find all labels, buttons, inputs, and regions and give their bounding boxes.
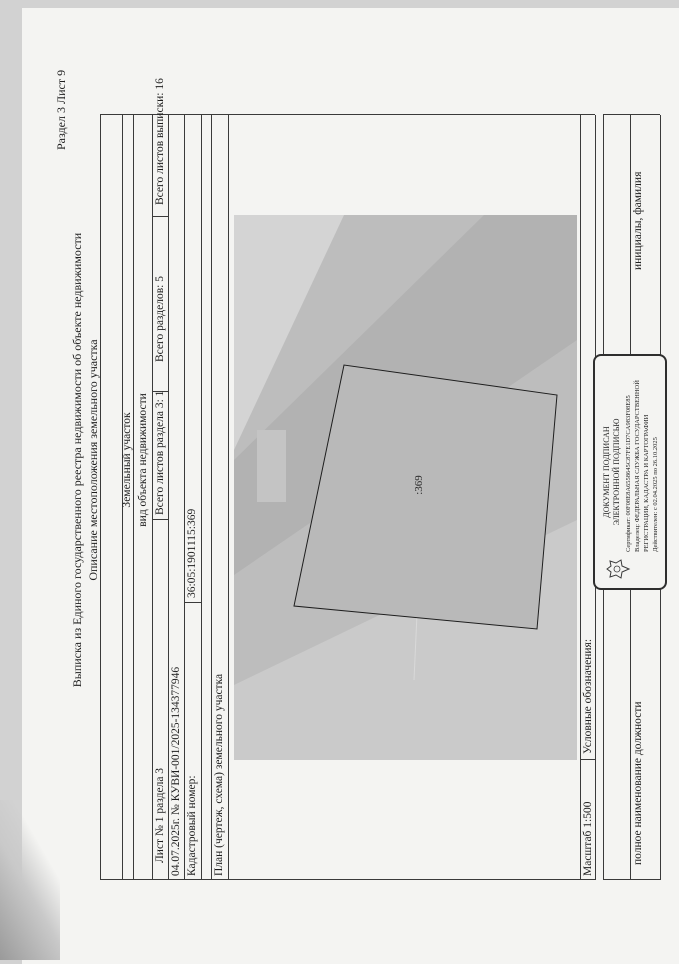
table-top-border [100,115,101,880]
cadastral-label: Кадастровый номер: [186,775,198,876]
cadastral-number: 36:05:1901115:369 [186,508,198,598]
section-sheets-total: Всего листов раздела 3: 1 [154,390,166,515]
table-line [201,115,202,880]
stamp-owner-line1: Владелец: ФЕДЕРАЛЬНАЯ СЛУЖБА ГОСУДАРСТВЕННОЙ [634,380,641,552]
table-line [580,115,581,880]
stamp-line2: ЭЛЕКТРОННОЙ ПОДПИСЬЮ [612,418,621,526]
table-line [184,115,185,880]
section-sheet-number: Раздел 3 Лист 9 [54,69,68,150]
document-subtitle: Описание местоположения земельного участка [86,339,100,581]
plan-title: План (чертеж, схема) земельного участка [213,673,225,876]
stamp-line1: ДОКУМЕНТ ПОДПИСАН [602,426,611,518]
extract-sheets-total: Всего листов выписки: 16 [154,78,166,205]
table-line [152,115,153,880]
signature-border [603,879,660,880]
sheet-number: Лист № 1 раздела 3 [154,767,166,863]
table-line [228,115,229,880]
stamp-owner-line2: РЕГИСТРАЦИИ, КАДАСТРА И КАРТОГРАФИИ [643,414,650,552]
table-right-border [100,114,595,115]
signature-border [603,114,660,115]
sections-total: Всего разделов: 5 [154,276,166,362]
document-title: Выписка из Единого государственного реестра недвижимости об объекте недвижимости [70,232,84,688]
stamp-validity: Действителен: с 02.04.2025 по 26.10.2025 [652,437,659,552]
name-caption: инициалы, фамилия [632,171,644,270]
table-line [168,115,169,880]
date-and-number: 04.07.2025г. № КУВИ-001/2025-134377946 [170,666,182,876]
table-line [211,115,212,880]
table-divider [152,519,168,520]
table-left-border [100,879,595,880]
legend-label: Условные обозначения: [582,638,594,754]
parcel-label: :369 [413,475,425,495]
object-type-caption: вид объекта недвижимости [137,393,149,527]
plan-drawing [234,215,577,760]
table-divider [184,602,201,603]
stamp-certificate: Сертификат: 00F08E8A6558645C87FE1D7CA983F08E85 [625,395,632,552]
object-type: Земельный участок [121,412,133,508]
position-caption: полное наименование должности [632,701,644,865]
electronic-signature-stamp [593,354,667,590]
table-divider [152,216,168,217]
table-divider [580,759,595,760]
scale-label: Масштаб 1:500 [582,801,594,876]
map-zone-light [257,430,286,502]
